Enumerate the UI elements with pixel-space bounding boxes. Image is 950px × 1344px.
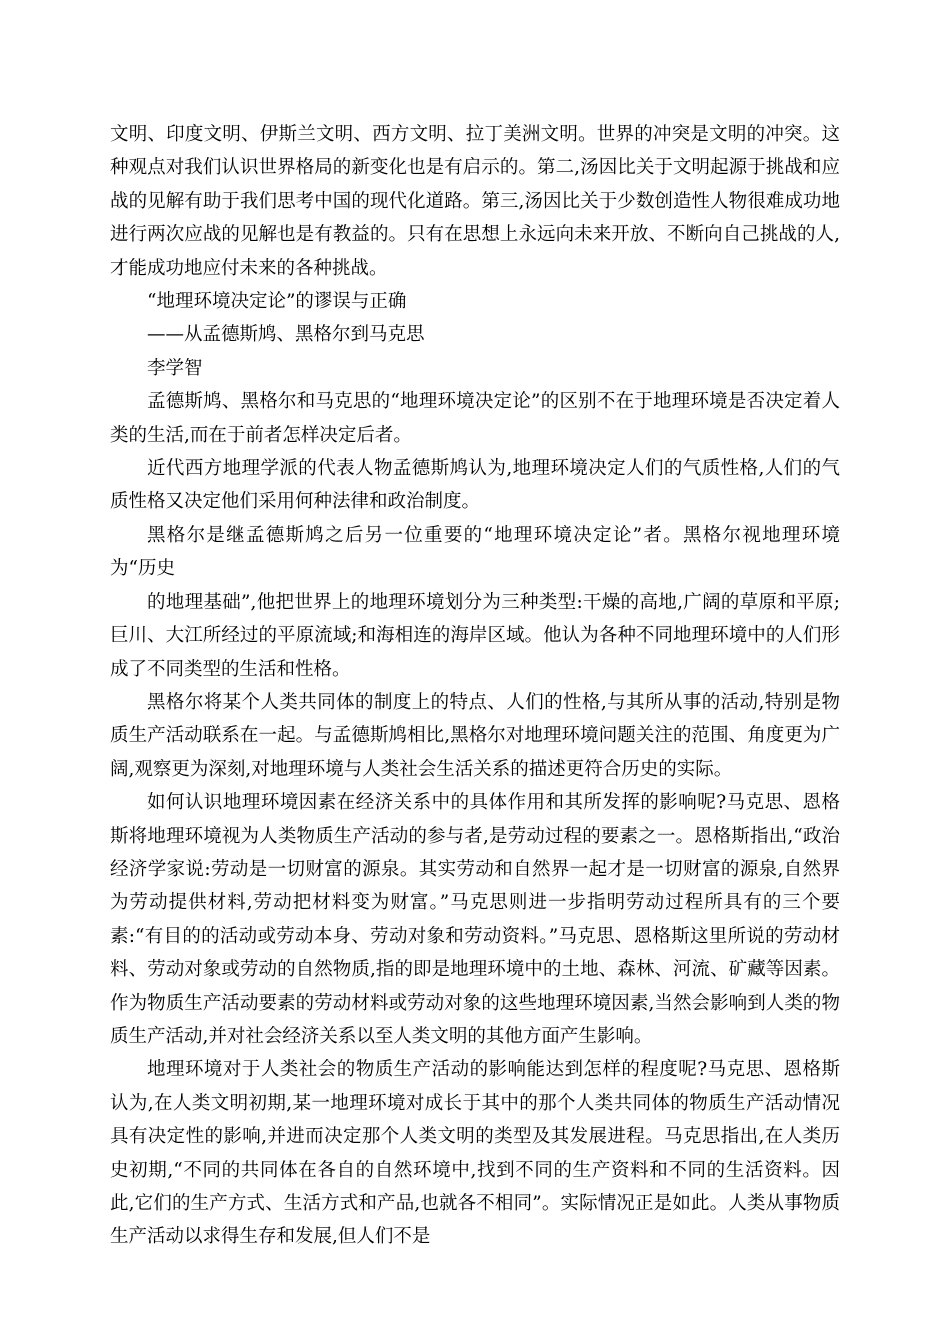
paragraph-hegel-types: 的地理基础”,他把世界上的地理环境划分为三种类型:干燥的高地,广阔的草原和平原;巨川、大江所经过的平原流域;和海相连的海岸区域。他认为各种不同地理环境中的人们形成了不同类型的生活和性格。 bbox=[110, 591, 840, 680]
paragraph-marx-influence: 地理环境对于人类社会的物质生产活动的影响能达到怎样的程度呢?马克思、恩格斯认为,在人类文明初期,某一地理环境对成长于其中的那个人类共同体的物质生产活动情况具有决定性的影响,并进而决定那个人类文明的类型及其发展进程。马克思指出,在人类历史初期,“不同的共同体在各自的自然环境中,找到不同的生产资料和不同的生活资料。因此,它们的生产方式、生活方式和产品,也就各不相同”。实际情况正是如此。人类从事物质生产活动以求得生存和发展,但人们不是 bbox=[110, 1059, 840, 1248]
paragraph-hegel-intro: 黑格尔是继孟德斯鸠之后另一位重要的“地理环境决定论”者。黑格尔视地理环境为“历史 bbox=[110, 524, 840, 580]
paragraph-hegel-comparison: 黑格尔将某个人类共同体的制度上的特点、人们的性格,与其所从事的活动,特别是物质生产活动联系在一起。与孟德斯鸠相比,黑格尔对地理环境问题关注的范围、角度更为广阔,观察更为深刻,对地理环境与人类社会生活关系的描述更符合历史的实际。 bbox=[110, 691, 840, 780]
article-title: “地理环境决定论”的谬误与正确 bbox=[147, 291, 407, 313]
paragraph-montesquieu: 近代西方地理学派的代表人物孟德斯鸠认为,地理环境决定人们的气质性格,人们的气质性格又决定他们采用何种法律和政治制度。 bbox=[110, 458, 840, 513]
article-subtitle: ——从孟德斯鸠、黑格尔到马克思 bbox=[147, 324, 425, 346]
paragraph-marx-labor: 如何认识地理环境因素在经济关系中的具体作用和其所发挥的影响呢?马克思、恩格斯将地理环境视为人类物质生产活动的参与者,是劳动过程的要素之一。恩格斯指出,“政治经济学家说:劳动是一切财富的源泉。其实劳动和自然界一起才是一切财富的源泉,自然界为劳动提供材料,劳动把材料变为财富。”马克思则进一步指明劳动过程所具有的三个要素:“有目的的活动或劳动本身、劳动对象和劳动资料。”马克思、恩格斯这里所说的劳动材料、劳动对象或劳动的自然物质,指的即是地理环境中的土地、森林、河流、矿藏等因素。作为物质生产活动要素的劳动材料或劳动对象的这些地理环境因素,当然会影响到人类的物质生产活动,并对社会经济关系以至人类文明的其他方面产生影响。 bbox=[110, 792, 840, 1047]
document-page bbox=[110, 118, 840, 1254]
article-author: 李学智 bbox=[147, 357, 203, 379]
paragraph-abstract: 孟德斯鸠、黑格尔和马克思的“地理环境决定论”的区别不在于地理环境是否决定着人类的生活,而在于前者怎样决定后者。 bbox=[110, 391, 840, 446]
paragraph-continuation: 文明、印度文明、伊斯兰文明、西方文明、拉丁美洲文明。世界的冲突是文明的冲突。这种观点对我们认识世界格局的新变化也是有启示的。第二,汤因比关于文明起源于挑战和应战的见解有助于我们思考中国的现代化道路。第三,汤因比关于少数创造性人物很难成功地进行两次应战的见解也是有教益的。只有在思想上永远向未来开放、不断向自己挑战的人,才能成功地应付未来的各种挑战。 bbox=[110, 124, 840, 279]
